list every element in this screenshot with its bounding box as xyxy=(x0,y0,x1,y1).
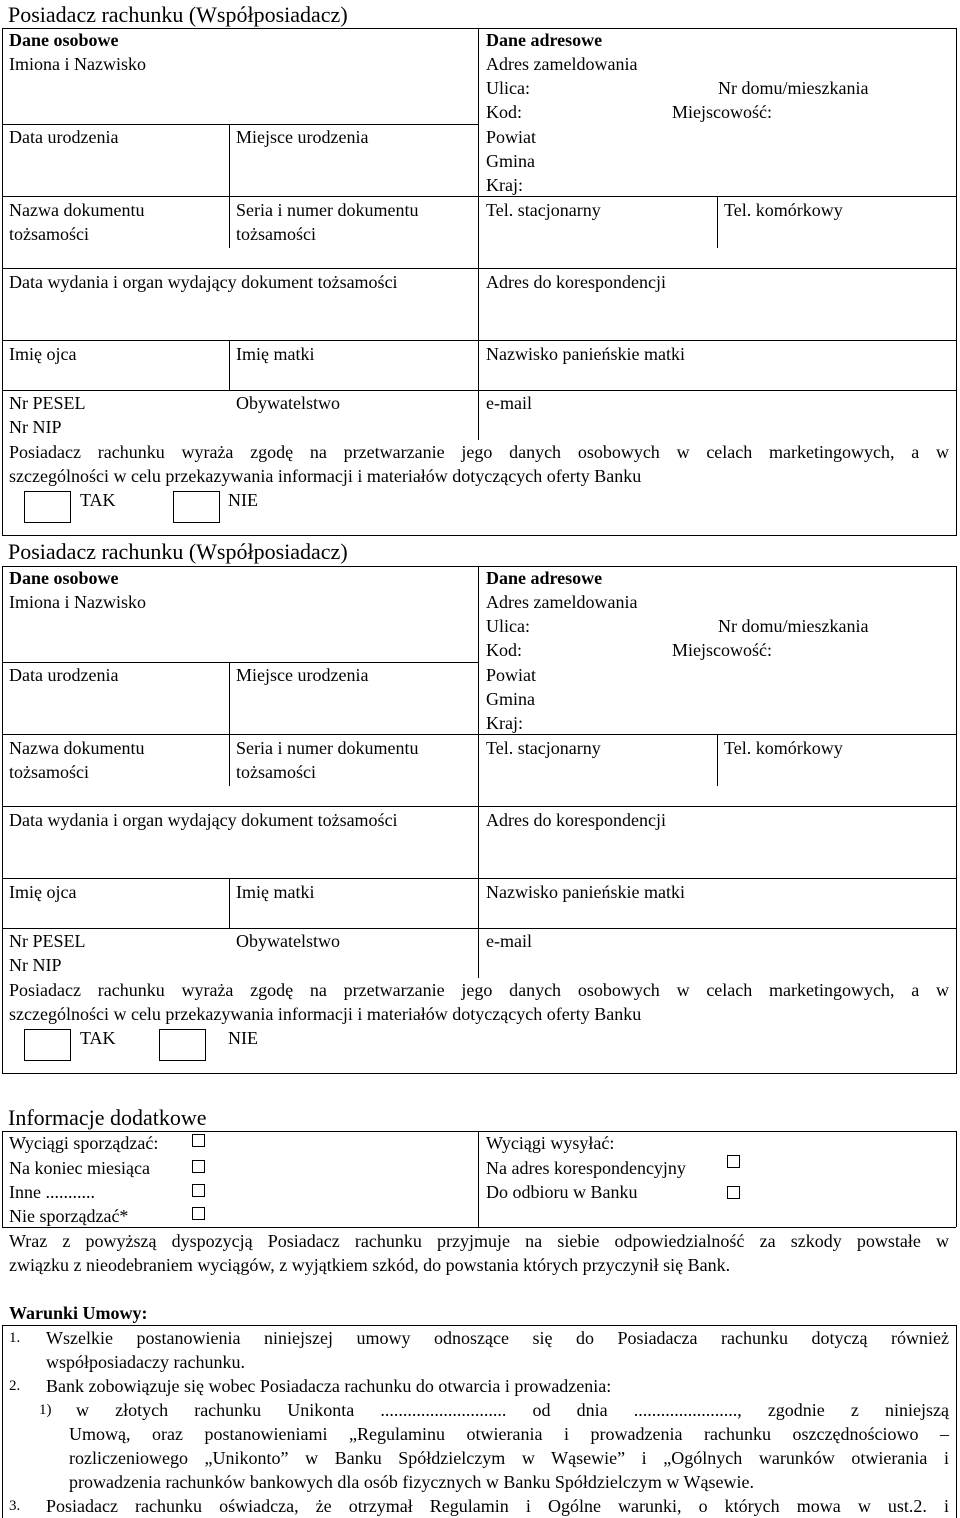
nip-label: Nr NIP xyxy=(9,417,62,437)
city-label: Miejscowość: xyxy=(672,102,772,122)
citizenship-label: Obywatelstwo xyxy=(236,931,340,951)
house-number-label: Nr domu/mieszkania xyxy=(718,78,869,98)
full-name-label: Imiona i Nazwisko xyxy=(9,54,146,74)
id-series-number-label: Seria i numer dokumentu xyxy=(236,738,419,758)
registered-address-label: Adres zameldowania xyxy=(486,54,638,74)
country-label: Kraj: xyxy=(486,713,523,733)
street-label: Ulica: xyxy=(486,78,530,98)
address-data-heading: Dane adresowe xyxy=(486,568,603,588)
contract-terms-title: Warunki Umowy: xyxy=(9,1303,148,1323)
consent-no-checkbox[interactable] xyxy=(173,491,220,523)
birth-date-label: Data urodzenia xyxy=(9,665,119,685)
mother-name-label: Imię matki xyxy=(236,882,315,902)
full-name-label: Imiona i Nazwisko xyxy=(9,592,146,612)
statements-delivery-label: Wyciągi wysyłać: xyxy=(486,1133,615,1153)
street-label: Ulica: xyxy=(486,616,530,636)
mother-name-label: Imię matki xyxy=(236,344,315,364)
issue-date-authority-label: Data wydania i organ wydający dokument tożsamości xyxy=(9,810,398,830)
citizenship-label: Obywatelstwo xyxy=(236,393,340,413)
personal-data-heading: Dane osobowe xyxy=(9,568,119,588)
id-series-number-label-cont: tożsamości xyxy=(236,224,316,244)
email-label: e-mail xyxy=(486,393,532,413)
commune-label: Gmina xyxy=(486,151,535,171)
commune-label: Gmina xyxy=(486,689,535,709)
mobile-label: Tel. komórkowy xyxy=(724,738,843,758)
correspondence-address-option-label: Na adres korespondencyjny xyxy=(486,1158,686,1178)
marketing-consent-text-cont: szczególności w celu przekazywania informacji i materiałów dotyczących oferty Banku xyxy=(9,466,642,486)
do-not-prepare-label: Nie sporządzać* xyxy=(9,1206,129,1226)
id-document-name-label: Nazwa dokumentu xyxy=(9,200,145,220)
pesel-label: Nr PESEL xyxy=(9,393,86,413)
pickup-at-bank-label: Do odbioru w Banku xyxy=(486,1182,638,1202)
correspondence-address-checkbox[interactable] xyxy=(727,1155,740,1168)
additional-info-title: Informacje dodatkowe xyxy=(8,1105,207,1130)
other-checkbox[interactable] xyxy=(192,1184,205,1197)
consent-yes-checkbox[interactable] xyxy=(24,1029,71,1061)
end-of-month-checkbox[interactable] xyxy=(192,1160,205,1173)
term-2-1-text-cont: Umową, oraz postanowieniami „Regulaminu otwierania i prowadzenia rachunku oszczędnościowo – xyxy=(69,1424,949,1444)
pickup-at-bank-checkbox[interactable] xyxy=(727,1186,740,1199)
id-document-name-label-cont: tożsamości xyxy=(9,224,89,244)
consent-no-label: NIE xyxy=(228,490,258,510)
term-3-number: 3. xyxy=(9,1498,21,1514)
term-2-1-text-cont: rozliczeniowego „Unikonto” w Banku Spółdzielczym w Wąsewie” i „Ogólnych warunków otwierania i xyxy=(69,1448,949,1468)
id-document-name-label: Nazwa dokumentu xyxy=(9,738,145,758)
postal-code-label: Kod: xyxy=(486,640,522,660)
house-number-label: Nr domu/mieszkania xyxy=(718,616,869,636)
birth-place-label: Miejsce urodzenia xyxy=(236,665,369,685)
term-2-1-text: w złotych rachunku Unikonta ............................ od dnia ......................., zgodnie z niniejszą xyxy=(76,1400,949,1420)
other-label: Inne ........... xyxy=(9,1182,95,1202)
issue-date-authority-label: Data wydania i organ wydający dokument tożsamości xyxy=(9,272,398,292)
correspondence-address-label: Adres do korespondencji xyxy=(486,810,666,830)
landline-label: Tel. stacjonarny xyxy=(486,738,601,758)
consent-no-checkbox[interactable] xyxy=(159,1029,206,1061)
section-title: Posiadacz rachunku (Współposiadacz) xyxy=(8,2,348,27)
term-2-text: Bank zobowiązuje się wobec Posiadacza rachunku do otwarcia i prowadzenia: xyxy=(46,1376,612,1396)
term-3-text: Posiadacz rachunku oświadcza, że otrzymał Regulamin i Ogólne warunki, o których mowa w ust.2. i xyxy=(46,1496,949,1516)
marketing-consent-text: Posiadacz rachunku wyraża zgodę na przetwarzanie jego danych osobowych w celach marketingowych, a w xyxy=(9,442,949,462)
birth-place-label: Miejsce urodzenia xyxy=(236,127,369,147)
id-series-number-label: Seria i numer dokumentu xyxy=(236,200,419,220)
term-2-1-text-cont: prowadzenia rachunków bankowych dla osób fizycznych w Banku Spółdzielczym w Wąsewie. xyxy=(69,1472,754,1492)
mother-maiden-name-label: Nazwisko panieńskie matki xyxy=(486,344,685,364)
city-label: Miejscowość: xyxy=(672,640,772,660)
personal-data-heading: Dane osobowe xyxy=(9,30,119,50)
marketing-consent-text: Posiadacz rachunku wyraża zgodę na przetwarzanie jego danych osobowych w celach marketingowych, a w xyxy=(9,980,949,1000)
marketing-consent-text-cont: szczególności w celu przekazywania informacji i materiałów dotyczących oferty Banku xyxy=(9,1004,642,1024)
do-not-prepare-checkbox[interactable] xyxy=(192,1207,205,1220)
statements-frequency-checkbox[interactable] xyxy=(192,1134,205,1147)
term-2-1-number: 1) xyxy=(39,1402,52,1418)
id-series-number-label-cont: tożsamości xyxy=(236,762,316,782)
term-1-text-cont: współposiadaczy rachunku. xyxy=(46,1352,245,1372)
registered-address-label: Adres zameldowania xyxy=(486,592,638,612)
liability-statement-cont: związku z nieodebraniem wyciągów, z wyjątkiem szkód, do powstania których przyczynił się Bank. xyxy=(9,1255,731,1275)
email-label: e-mail xyxy=(486,931,532,951)
mother-maiden-name-label: Nazwisko panieńskie matki xyxy=(486,882,685,902)
county-label: Powiat xyxy=(486,665,537,685)
address-data-heading: Dane adresowe xyxy=(486,30,603,50)
consent-yes-label: TAK xyxy=(80,490,116,510)
birth-date-label: Data urodzenia xyxy=(9,127,119,147)
liability-statement: Wraz z powyższą dyspozycją Posiadacz rachunku przyjmuje na siebie odpowiedzialność za szkody powstałe w xyxy=(9,1231,949,1251)
end-of-month-label: Na koniec miesiąca xyxy=(9,1158,150,1178)
postal-code-label: Kod: xyxy=(486,102,522,122)
nip-label: Nr NIP xyxy=(9,955,62,975)
consent-no-label: NIE xyxy=(228,1028,258,1048)
county-label: Powiat xyxy=(486,127,537,147)
id-document-name-label-cont: tożsamości xyxy=(9,762,89,782)
correspondence-address-label: Adres do korespondencji xyxy=(486,272,666,292)
consent-yes-checkbox[interactable] xyxy=(24,491,71,523)
term-2-number: 2. xyxy=(9,1378,21,1394)
consent-yes-label: TAK xyxy=(80,1028,116,1048)
father-name-label: Imię ojca xyxy=(9,882,77,902)
term-1-text: Wszelkie postanowienia niniejszej umowy odnoszące się do Posiadacza rachunku dotyczą również xyxy=(46,1328,949,1348)
father-name-label: Imię ojca xyxy=(9,344,77,364)
section-title: Posiadacz rachunku (Współposiadacz) xyxy=(8,539,348,564)
mobile-label: Tel. komórkowy xyxy=(724,200,843,220)
pesel-label: Nr PESEL xyxy=(9,931,86,951)
landline-label: Tel. stacjonarny xyxy=(486,200,601,220)
country-label: Kraj: xyxy=(486,175,523,195)
term-1-number: 1. xyxy=(9,1330,21,1346)
statements-frequency-label: Wyciągi sporządzać: xyxy=(9,1133,159,1153)
